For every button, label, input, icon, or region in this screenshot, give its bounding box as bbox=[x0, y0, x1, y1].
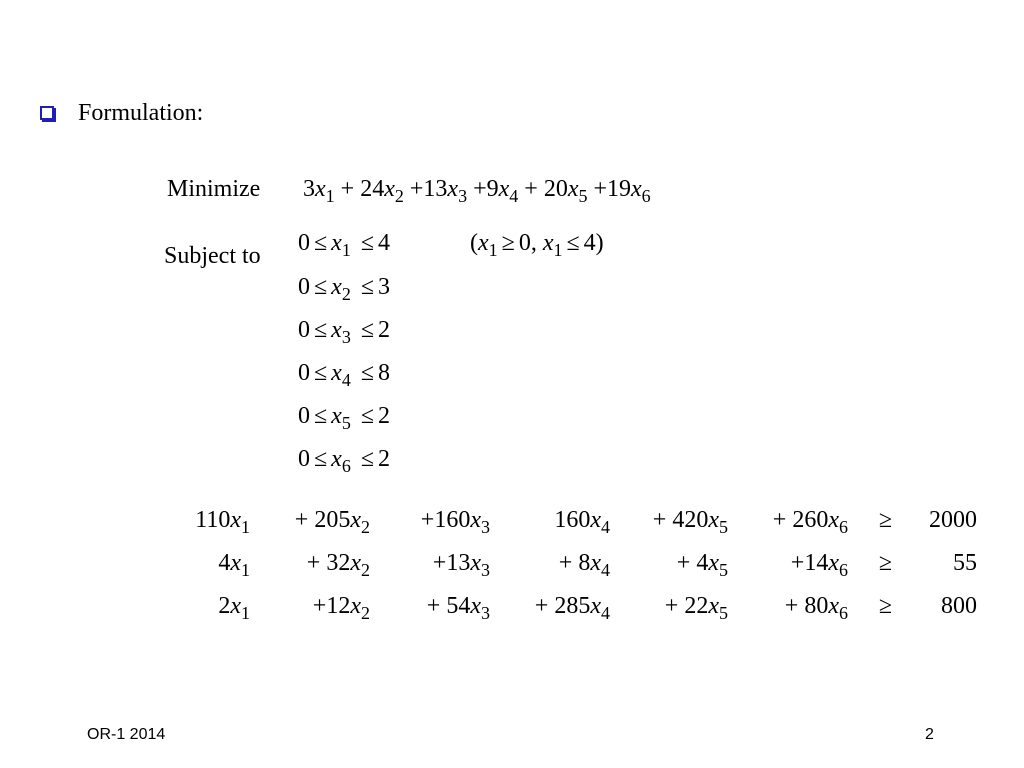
footer-course-label: OR-1 2014 bbox=[87, 726, 166, 743]
objective-term: $+9x_4$ bbox=[473, 176, 519, 206]
constraint-row bbox=[180, 507, 980, 547]
objective-expression bbox=[303, 176, 651, 206]
objective-term: + $24x_2$ bbox=[340, 176, 404, 206]
constraint-term: $+14x_6$ bbox=[790, 550, 848, 580]
constraint-relation: ≥ bbox=[878, 593, 892, 619]
constraint-term: + $22x_5$ bbox=[664, 593, 728, 623]
constraint-term: + $32x_2$ bbox=[306, 550, 370, 580]
checkbox-bullet-icon bbox=[40, 106, 54, 120]
constraint-term: + $54x_3$ bbox=[426, 593, 490, 623]
constraint-term: + $260x_6$ bbox=[772, 507, 848, 537]
objective-label: Minimize bbox=[167, 176, 261, 202]
constraint-term: $160x_4$ bbox=[554, 507, 610, 537]
constraint-term: $110x_1$ bbox=[195, 507, 250, 537]
constraint-relation: ≥ bbox=[878, 507, 892, 533]
constraint-term: + $420x_5$ bbox=[652, 507, 728, 537]
constraint-term: + $4x_5$ bbox=[676, 550, 728, 580]
bound-row: $0 \le x_3 \le 2$ bbox=[298, 317, 390, 347]
constraint-term: + $205x_2$ bbox=[294, 507, 370, 537]
constraint-term: $+13x_3$ bbox=[432, 550, 490, 580]
constraint-rhs: 800 bbox=[941, 593, 977, 619]
constraint-row bbox=[180, 593, 980, 633]
constraint-term: $4x_1$ bbox=[218, 550, 250, 580]
bound-note: ($x_1 \ge 0$, $x_1 \le 4$) bbox=[470, 230, 604, 260]
section-heading: Formulation: bbox=[78, 100, 204, 126]
bound-row: $0 \le x_5 \le 2$ bbox=[298, 403, 390, 433]
constraint-row bbox=[180, 550, 980, 590]
constraint-term: + $8x_4$ bbox=[558, 550, 610, 580]
constraint-term: + $285x_4$ bbox=[534, 593, 610, 623]
objective-term: $+13x_3$ bbox=[409, 176, 468, 206]
constraint-rhs: 2000 bbox=[929, 507, 977, 533]
objective-term: $3x_1$ bbox=[303, 176, 335, 206]
constraint-rhs: 55 bbox=[953, 550, 977, 576]
page-number: 2 bbox=[925, 726, 934, 743]
constraint-term: $+12x_2$ bbox=[312, 593, 370, 623]
subject-to-label: Subject to bbox=[164, 243, 261, 269]
constraint-relation: ≥ bbox=[878, 550, 892, 576]
bound-row: $0 \le x_6 \le 2$ bbox=[298, 446, 390, 476]
constraint-term: $2x_1$ bbox=[218, 593, 250, 623]
constraint-term: + $80x_6$ bbox=[784, 593, 848, 623]
objective-term: + $20x_5$ bbox=[524, 176, 588, 206]
bound-row: $0 \le x_4 \le 8$ bbox=[298, 360, 390, 390]
objective-term: $+19x_6$ bbox=[593, 176, 651, 206]
constraint-term: $+160x_3$ bbox=[420, 507, 490, 537]
bound-row: $0 \le x_2 \le 3$ bbox=[298, 274, 390, 304]
bound-row: $0 \le x_1 \le 4$ bbox=[298, 230, 390, 260]
